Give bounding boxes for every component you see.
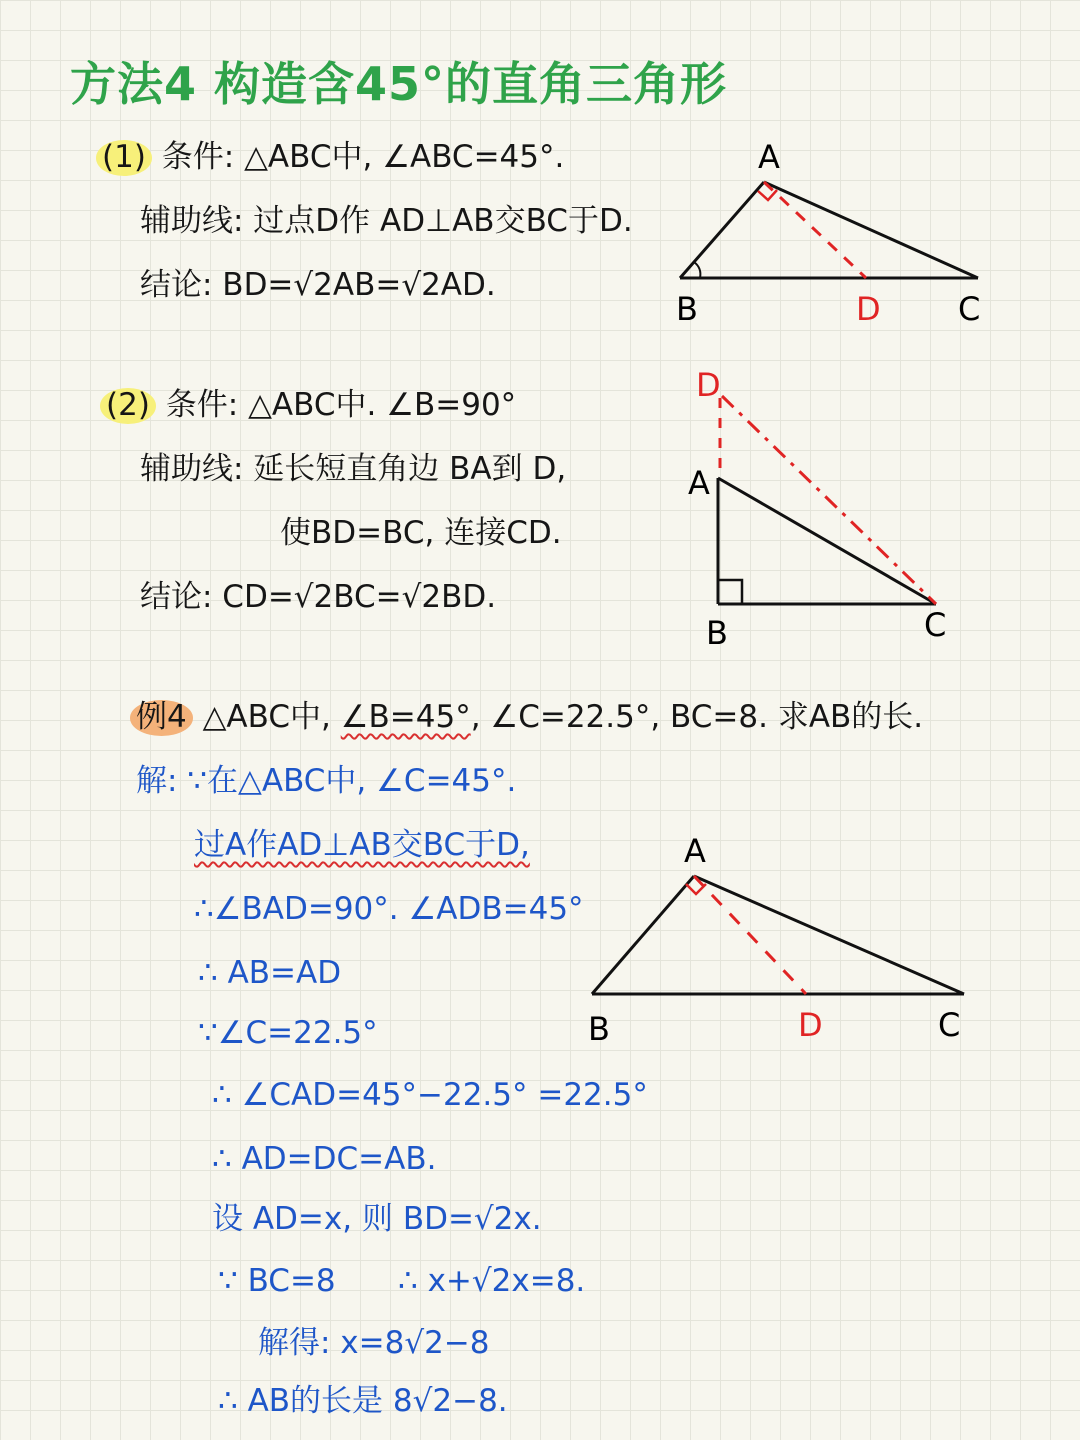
solution-line-2: 过A作AD⊥AB交BC于D, xyxy=(194,827,530,863)
solution-line-7: ∴ AD=DC=AB. xyxy=(212,1141,437,1177)
solution-line-11: ∴ AB的长是 8√2−8. xyxy=(218,1383,508,1419)
fig2-label-a: A xyxy=(688,464,710,502)
solution-line-1: 解: ∵在△ABC中, ∠C=45°. xyxy=(136,763,517,799)
fig1-side-ac xyxy=(764,182,978,278)
figure-3 xyxy=(580,820,980,1060)
solution-line-6: ∴ ∠CAD=45°−22.5° =22.5° xyxy=(212,1077,648,1113)
solution-line-3: ∴∠BAD=90°. ∠ADB=45° xyxy=(194,891,584,927)
fig3-label-d: D xyxy=(798,1006,823,1044)
solution-line-5: ∵∠C=22.5° xyxy=(198,1015,378,1051)
fig3-aux-ad xyxy=(694,876,806,994)
section1-label: (1) xyxy=(96,140,152,176)
page-title: 方法4 构造含45°的直角三角形 xyxy=(70,57,728,111)
fig1-label-a: A xyxy=(758,138,780,176)
fig3-label-b: B xyxy=(588,1010,610,1048)
example-label: 例4 xyxy=(130,700,193,736)
section2-aux2: 使BD=BC, 连接CD. xyxy=(280,515,562,551)
solution-line-4: ∴ AB=AD xyxy=(198,955,342,991)
example-text-c: , ∠C=22.5°, BC=8. 求AB的长. xyxy=(470,699,924,735)
section2-condition-line xyxy=(100,388,516,424)
section1-aux: 辅助线: 过点D作 AD⊥AB交BC于D. xyxy=(140,203,633,239)
fig1-aux-ad xyxy=(764,182,866,278)
section2-aux: 辅助线: 延长短直角边 BA到 D, xyxy=(140,451,567,487)
section2-label: (2) xyxy=(100,388,156,424)
fig3-label-c: C xyxy=(938,1006,961,1044)
solution-line-9b: ∴ x+√2x=8. xyxy=(398,1263,586,1299)
fig3-side-ac xyxy=(694,876,964,994)
fig2-label-b: B xyxy=(706,614,728,652)
fig2-label-c: C xyxy=(924,606,947,644)
fig2-right-angle-mark xyxy=(718,580,742,604)
fig1-label-b: B xyxy=(676,290,698,328)
fig1-label-c: C xyxy=(958,290,981,328)
figure-2 xyxy=(680,360,980,660)
section1-conclusion: 结论: BD=√2AB=√2AD. xyxy=(140,267,496,303)
solution-line-9a: ∵ BC=8 xyxy=(218,1263,336,1299)
fig1-label-d: D xyxy=(856,290,881,328)
example-text-b: ∠B=45° xyxy=(340,699,471,735)
fig3-right-angle-mark xyxy=(686,884,706,894)
fig1-angle-b-mark xyxy=(694,262,700,278)
example-line xyxy=(130,700,923,736)
section2-conclusion: 结论: CD=√2BC=√2BD. xyxy=(140,579,497,615)
solution-line-10: 解得: x=8√2−8 xyxy=(258,1325,490,1361)
solution-line-8: 设 AD=x, 则 BD=√2x. xyxy=(212,1201,542,1237)
fig3-side-ab xyxy=(592,876,694,994)
fig1-right-angle-mark xyxy=(758,190,777,200)
fig2-label-d: D xyxy=(696,366,721,404)
section2-condition: 条件: △ABC中. ∠B=90° xyxy=(165,387,517,423)
example-text-a: △ABC中, xyxy=(202,699,341,735)
figure-1 xyxy=(660,130,1000,330)
fig3-label-a: A xyxy=(684,832,706,870)
fig1-side-ab xyxy=(680,182,764,278)
section1-condition-line xyxy=(96,140,564,176)
section1-condition: 条件: △ABC中, ∠ABC=45°. xyxy=(161,139,565,175)
